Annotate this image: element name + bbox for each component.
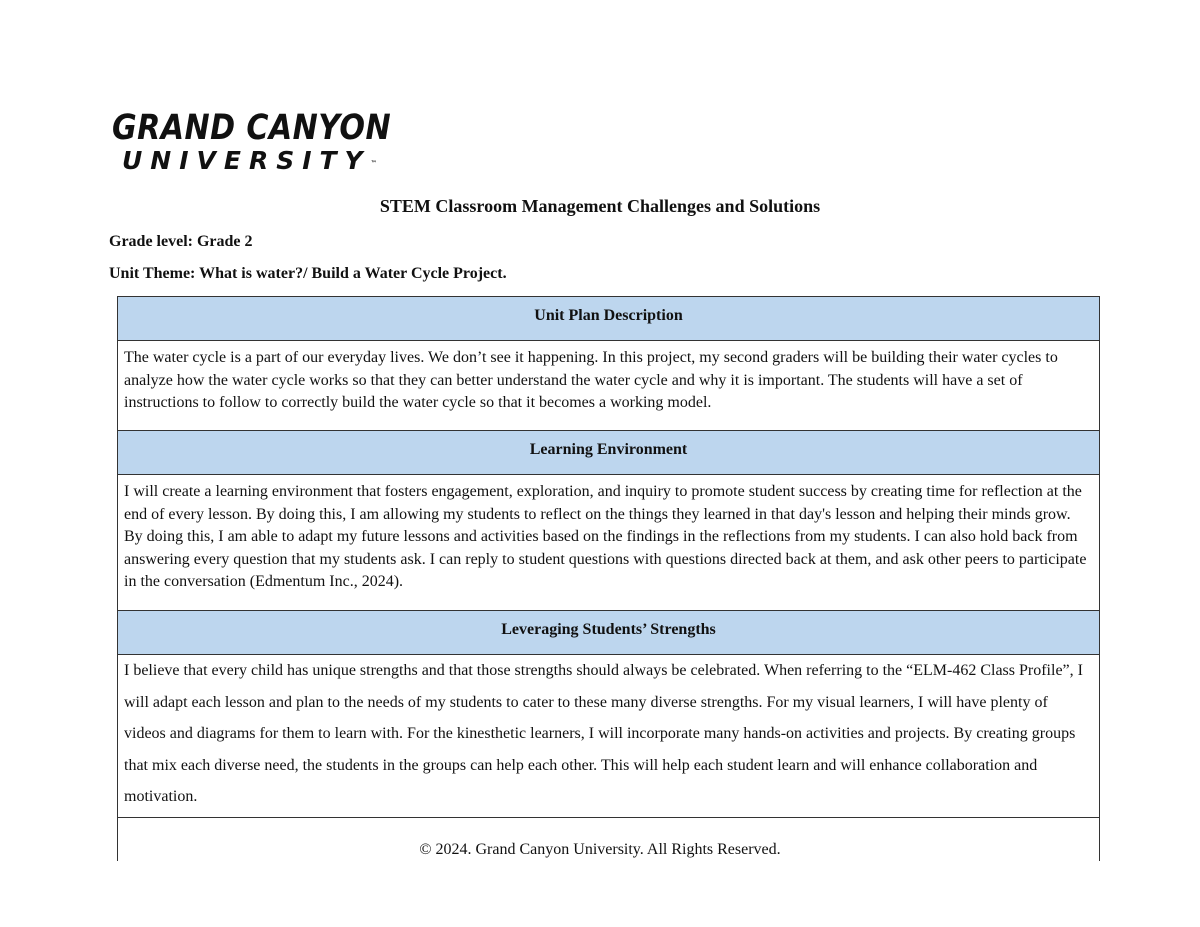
section-header-learning-environment: Learning Environment — [118, 431, 1099, 475]
section-header-unit-plan-description: Unit Plan Description — [118, 297, 1099, 341]
logo-wordmark-bottom — [122, 146, 377, 176]
gcu-logo — [112, 108, 412, 178]
section-body-learning-environment: I will create a learning environment that fosters engagement, exploration, and inquiry to promote student success by creating time for reflection at the end of every lesson. By doing this, I am allowing my students to reflect on the things they learned in that day's lesson and helping their minds grow. By doing this, I am able to adapt my future lessons and activities based on the findings in the reflections from my students. I can also hold back from answering every question that my students ask. I can reply to student questions with questions directed back at them, and ask other peers to participate in the conversation (Edmentum Inc., 2024). — [118, 475, 1099, 611]
section-header-leveraging-strengths: Leveraging Students’ Strengths — [118, 611, 1099, 655]
unit-theme: Unit Theme: What is water?/ Build a Water Cycle Project. — [109, 265, 507, 282]
document-title: STEM Classroom Management Challenges and Solutions — [379, 196, 821, 216]
unit-plan-table — [117, 296, 1100, 861]
table-bottom-border — [117, 817, 1100, 818]
section-body-leveraging-strengths: I believe that every child has unique strengths and that those strengths should always be celebrated. When referring to the “ELM-462 Class Profile”, I will adapt each lesson and plan to the needs of my students to cater to these many diverse strengths. For my visual learners, I will have plenty of videos and diagrams for them to learn with. For the kinesthetic learners, I will incorporate many hands-on activities and projects. By creating groups that mix each diverse need, the students in the groups can help each other. This will help each student learn and will enhance collaboration and motivation. — [124, 662, 1083, 805]
logo-wordmark-university: UNIVERSITY — [122, 146, 371, 175]
logo-trademark: ™ — [370, 160, 377, 167]
copyright-footer: © 2024. Grand Canyon University. All Rights Reserved. — [419, 841, 781, 858]
grade-level: Grade level: Grade 2 — [109, 233, 253, 250]
logo-wordmark-top: GRAND CANYON — [112, 108, 392, 148]
section-body-unit-plan-description: The water cycle is a part of our everyday lives. We don’t see it happening. In this project, my second graders will be building their water cycles to analyze how the water cycle works so that they can better understand the water cycle and why it is important. The students will have a set of instructions to follow to correctly build the water cycle so that it becomes a working model. — [118, 341, 1099, 431]
